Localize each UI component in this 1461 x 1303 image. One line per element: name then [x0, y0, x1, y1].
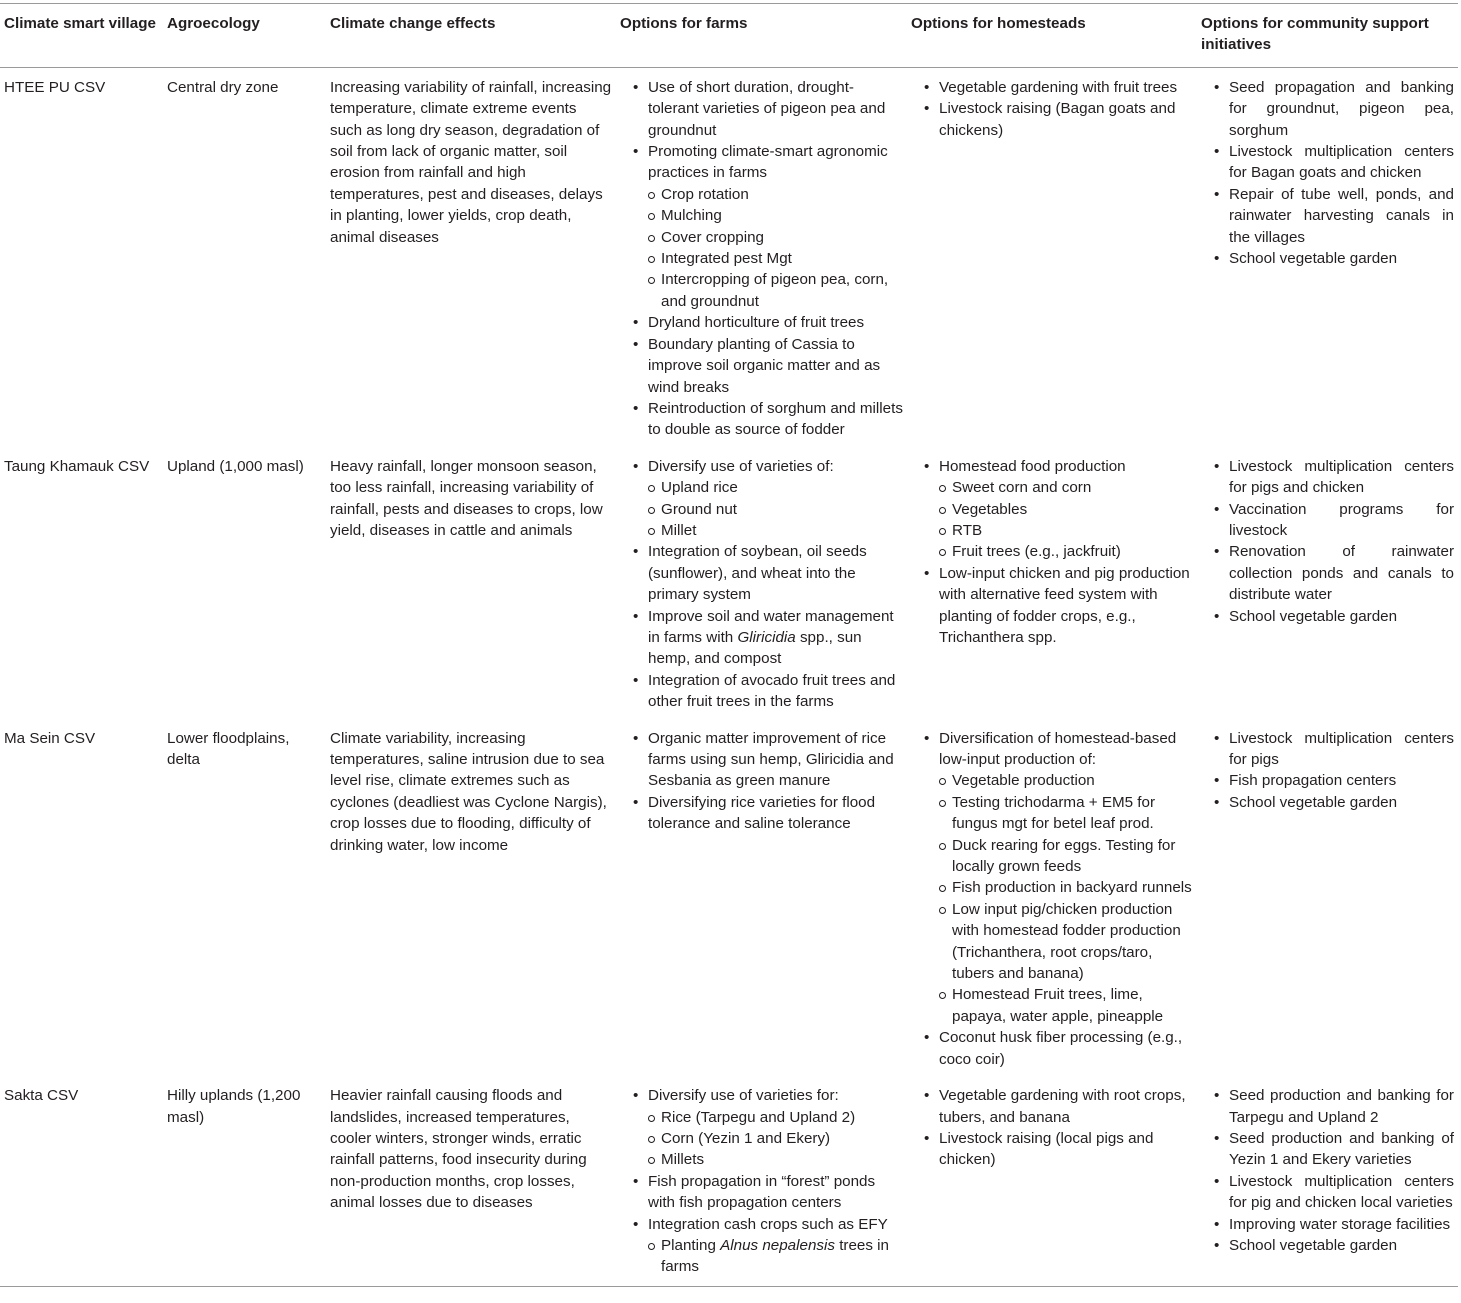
sub-list-item: Rice (Tarpegu and Upland 2)	[620, 1107, 903, 1128]
header-farms: Options for farms	[616, 4, 907, 68]
sub-list-item: Corn (Yezin 1 and Ekery)	[620, 1128, 903, 1149]
village-cell: HTEE PU CSV	[4, 78, 106, 96]
list-item: • Homestead food production	[911, 456, 1193, 477]
list-item: • Integration of avocado fruit trees and other fruit trees in the farms	[620, 670, 903, 713]
list-item: • Repair of tube well, ponds, and rainwater harvesting canals in the villages	[1201, 184, 1454, 248]
list-item: • Vegetable gardening with fruit trees	[911, 77, 1193, 98]
sub-list-item: RTB	[911, 520, 1193, 541]
list-item: • Livestock multiplication centers for pigs and chicken	[1201, 456, 1454, 499]
sub-list-item: Fish production in backyard runnels	[911, 877, 1193, 898]
header-village: Climate smart village	[0, 4, 163, 68]
list-item: • Promoting climate-smart agronomic practices in farms	[620, 141, 903, 184]
homesteads-cell	[907, 67, 1197, 446]
sub-list-item: Integrated pest Mgt	[620, 248, 903, 269]
sub-list-item: Low input pig/chicken production with homestead fodder production (Trichanthera, root crops/taro, tubers and banana)	[911, 899, 1193, 985]
header-agroecology: Agroecology	[163, 4, 326, 68]
list-item: • Seed production and banking for Tarpegu and Upland 2	[1201, 1085, 1454, 1128]
village-cell: Ma Sein CSV	[4, 729, 96, 747]
list-item: • Renovation of rainwater collection ponds and canals to distribute water	[1201, 541, 1454, 605]
homesteads-cell	[907, 719, 1197, 1077]
sub-list-item: Millet	[620, 520, 903, 541]
list-item: • Boundary planting of Cassia to improve soil organic matter and as wind breaks	[620, 334, 903, 398]
list-item: • Use of short duration, drought-tolerant varieties of pigeon pea and groundnut	[620, 77, 903, 141]
sub-list-item: Crop rotation	[620, 184, 903, 205]
sub-list-item: Sweet corn and corn	[911, 477, 1193, 498]
sub-list-item: Homestead Fruit trees, lime, papaya, water apple, pineapple	[911, 984, 1193, 1027]
farms-cell	[616, 67, 907, 446]
list-item: • Organic matter improvement of rice farms using sun hemp, Gliricidia and Sesbania as green manure	[620, 728, 903, 792]
table-row	[0, 719, 1458, 1077]
sub-list-item: Duck rearing for eggs. Testing for locally grown feeds	[911, 835, 1193, 878]
header-community: Options for community support initiatives	[1197, 4, 1458, 68]
homesteads-cell	[907, 447, 1197, 719]
list-item: • School vegetable garden	[1201, 792, 1454, 813]
list-item: • School vegetable garden	[1201, 1235, 1454, 1256]
header-row	[0, 4, 1458, 68]
list-item-text: spp., sun hemp, and compost	[648, 628, 862, 668]
sub-list-item: Cover cropping	[620, 227, 903, 248]
list-item: • Fish propagation in “forest” ponds with fish propagation centers	[620, 1171, 903, 1214]
community-cell	[1197, 67, 1458, 446]
table-row	[0, 67, 1458, 446]
sub-list-item: Vegetable production	[911, 770, 1193, 791]
effects-cell: Increasing variability of rainfall, increasing temperature, climate extreme events such as long dry season, degradation of soil from lack of organic matter, soil erosion from rainfall and high temperatures, pest and diseases, delays in planting, lower yields, crop death, animal diseases	[330, 78, 612, 246]
homesteads-cell	[907, 1076, 1197, 1286]
sub-list-item: Testing trichodarma + EM5 for fungus mgt for betel leaf prod.	[911, 792, 1193, 835]
list-item: • School vegetable garden	[1201, 606, 1454, 627]
list-item: • Vegetable gardening with root crops, tubers, and banana	[911, 1085, 1193, 1128]
list-item: • Seed production and banking of Yezin 1 and Ekery varieties	[1201, 1128, 1454, 1171]
village-cell: Sakta CSV	[0, 1076, 163, 1286]
agroecology-cell: Hilly uplands (1,200 masl)	[163, 1076, 326, 1286]
community-cell	[1197, 719, 1458, 1077]
table-row	[0, 447, 1458, 719]
list-item: • Livestock raising (local pigs and chicken)	[911, 1128, 1193, 1171]
list-item: • Integration cash crops such as EFY	[620, 1214, 903, 1235]
farms-cell	[616, 1076, 907, 1286]
sub-list-item: Ground nut	[620, 499, 903, 520]
list-item: • Integration of soybean, oil seeds (sunflower), and wheat into the primary system	[620, 541, 903, 605]
sub-list-item: Vegetables	[911, 499, 1193, 520]
sub-list-item: Mulching	[620, 205, 903, 226]
list-item: • Diversification of homestead-based low-input production of:	[911, 728, 1193, 771]
list-item: • Livestock raising (Bagan goats and chickens)	[911, 98, 1193, 141]
effects-cell: Heavier rainfall causing floods and landslides, increased temperatures, cooler winters, stronger winds, erratic rainfall patterns, food insecurity during non-production months, crop losses, animal losses due to diseases	[326, 1076, 616, 1286]
list-item: • Seed propagation and banking for groundnut, pigeon pea, sorghum	[1201, 77, 1454, 141]
farms-cell	[616, 719, 907, 1077]
list-item-text: Planting	[661, 1236, 716, 1254]
list-item-text: Improve soil and water management in farms with	[648, 607, 894, 646]
list-item: • Vaccination programs for livestock	[1201, 499, 1454, 542]
list-item: • Diversify use of varieties for:	[620, 1085, 903, 1106]
community-cell	[1197, 447, 1458, 719]
species-name: Gliricidia	[737, 628, 796, 646]
effects-cell: Climate variability, increasing temperatures, saline intrusion due to sea level rise, climate extremes such as cyclones (deadliest was Cyclone Nargis), crop losses due to flooding, difficulty of drinking water, low income	[330, 729, 607, 854]
list-item: • Livestock multiplication centers for pigs	[1201, 728, 1454, 771]
effects-cell: Heavy rainfall, longer monsoon season, too less rainfall, increasing variability of rainfall, pests and diseases to crops, low yield, diseases in cattle and animals	[330, 457, 603, 539]
species-name: Alnus nepalensis	[720, 1236, 835, 1254]
sub-list-item	[620, 1235, 903, 1278]
list-item	[620, 606, 903, 670]
list-item: • Coconut husk fiber processing (e.g., coco coir)	[911, 1027, 1193, 1070]
list-item: • Diversify use of varieties of:	[620, 456, 903, 477]
sub-list-item: Upland rice	[620, 477, 903, 498]
list-item: • Livestock multiplication centers for pig and chicken local varieties	[1201, 1171, 1454, 1214]
list-item: • School vegetable garden	[1201, 248, 1454, 269]
list-item: • Dryland horticulture of fruit trees	[620, 312, 903, 333]
agroecology-cell: Upland (1,000 masl)	[167, 457, 304, 475]
header-effects: Climate change effects	[326, 4, 616, 68]
village-cell: Taung Khamauk CSV	[4, 457, 150, 475]
list-item: • Reintroduction of sorghum and millets to double as source of fodder	[620, 398, 903, 441]
list-item: • Fish propagation centers	[1201, 770, 1454, 791]
list-item-text: trees in farms	[661, 1236, 889, 1276]
climate-smart-village-table	[0, 3, 1458, 1287]
agroecology-cell: Lower floodplains, delta	[167, 729, 290, 768]
table-row	[0, 1076, 1458, 1286]
list-item: • Diversifying rice varieties for flood tolerance and saline tolerance	[620, 792, 903, 835]
agroecology-cell: Central dry zone	[167, 78, 279, 96]
farms-cell	[616, 447, 907, 719]
list-item: • Low-input chicken and pig production with alternative feed system with planting of fodder crops, e.g., Trichanthera spp.	[911, 563, 1193, 649]
sub-list-item: Millets	[620, 1149, 903, 1170]
list-item: • Improving water storage facilities	[1201, 1214, 1454, 1235]
list-item: • Livestock multiplication centers for Bagan goats and chicken	[1201, 141, 1454, 184]
header-homesteads: Options for homesteads	[907, 4, 1197, 68]
sub-list-item: Intercropping of pigeon pea, corn, and groundnut	[620, 269, 903, 312]
community-cell	[1197, 1076, 1458, 1286]
sub-list-item: Fruit trees (e.g., jackfruit)	[911, 541, 1193, 562]
